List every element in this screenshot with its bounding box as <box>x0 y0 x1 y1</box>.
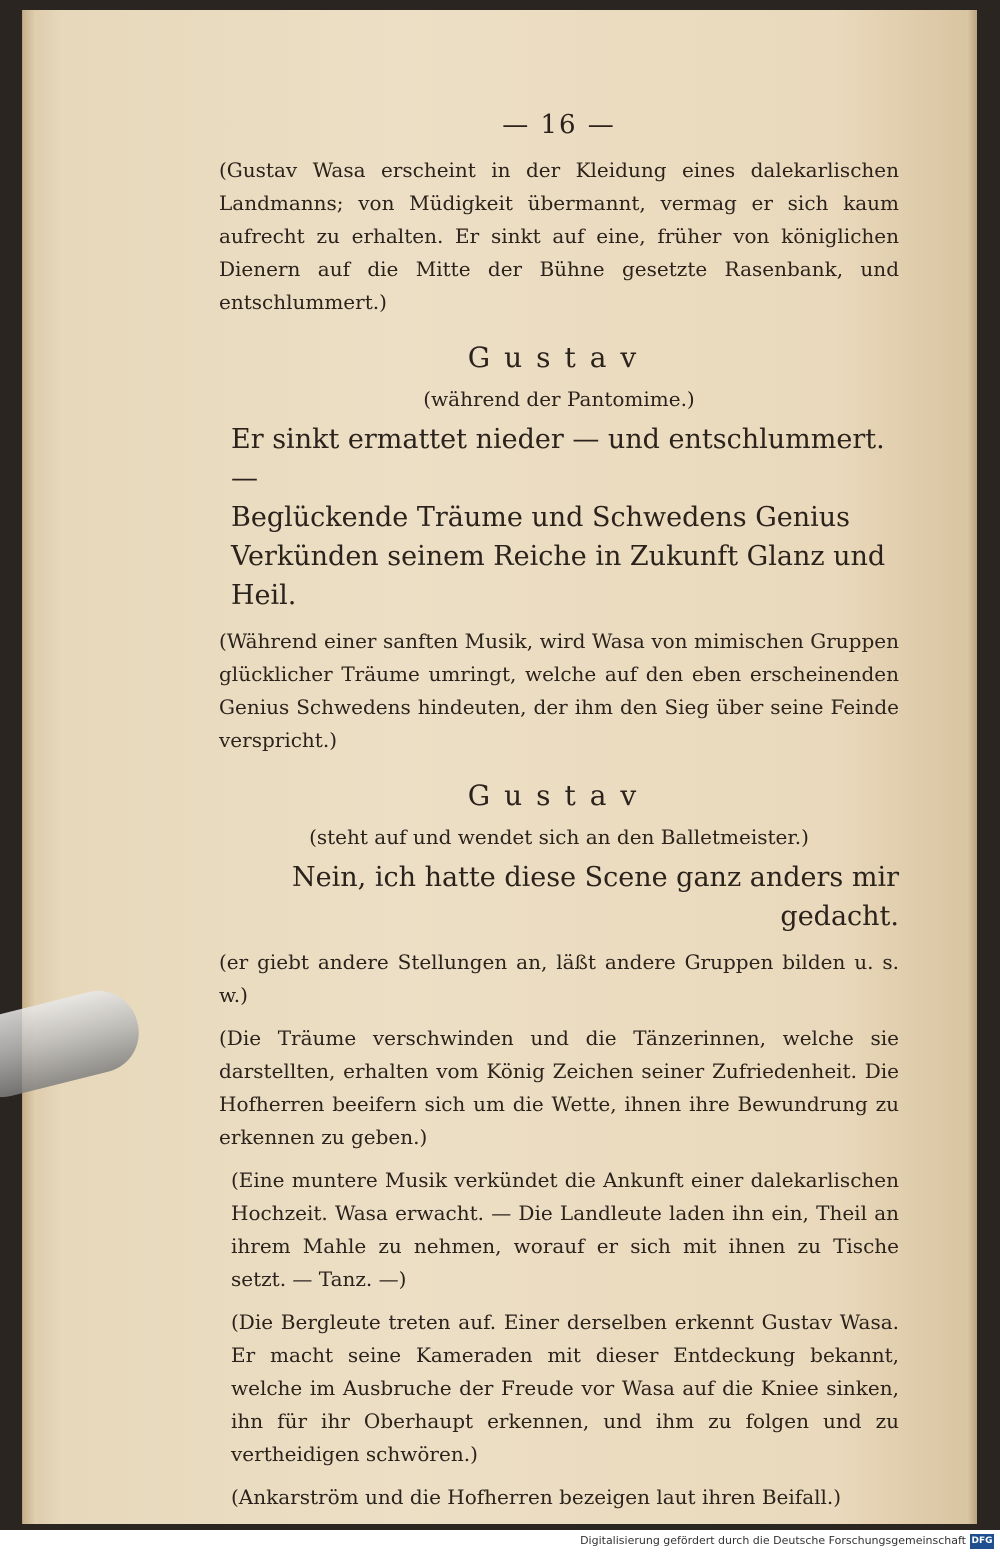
verse-line-1: Er sinkt ermattet nieder — und entschlummert. — <box>231 424 885 494</box>
dfg-logo: DFG <box>970 1534 994 1549</box>
book-page <box>22 10 977 1524</box>
stage-direction-7: (Ankarström und die Hofherren bezeigen laut ihren Beifall.) <box>231 1485 842 1509</box>
stage-direction-5: (Eine muntere Musik verkündet die Ankunft einer dalekarlischen Hochzeit. Wasa erwacht. — Die Landleute laden ihn ein, Theil an ihrem Mahle zu nehmen, worauf er sich mit ihnen zu Tische setzt. — Tanz. —) <box>231 1168 899 1291</box>
page-number: — 16 — <box>502 110 616 140</box>
page-right-edge <box>967 10 977 1524</box>
speaker-direction-1: (während der Pantomime.) <box>423 387 695 411</box>
dfg-credit-text: Digitalisierung gefördert durch die Deutsche Forschungsgemeinschaft <box>580 1534 966 1547</box>
stage-direction-3: (er giebt andere Stellungen an, läßt andere Gruppen bilden u. s. w.) <box>219 950 899 1007</box>
speaker-direction-2: (steht auf und wendet sich an den Balletmeister.) <box>309 825 809 849</box>
page-content <box>219 110 899 1514</box>
page-left-edge <box>23 10 37 1524</box>
digitization-footer <box>0 1530 1000 1554</box>
stage-direction-6: (Die Bergleute treten auf. Einer derselben erkennt Gustav Wasa. Er macht seine Kameraden mit dieser Entdeckung bekannt, welche im Ausbruche der Freude vor Wasa auf die Kniee sinken, ihn für ihr Oberhaupt erkennen, und ihm zu folgen und zu vertheidigen schwören.) <box>231 1310 899 1466</box>
stage-direction-1: (Gustav Wasa erscheint in der Kleidung eines dalekarlischen Landmanns; von Müdigkeit übermannt, vermag er sich kaum aufrecht zu erhalten. Er sinkt auf eine, früher von königlichen Dienern auf die Mitte der Bühne gesetzte Rasenbank, und entschlummert.) <box>219 158 899 314</box>
stage-direction-4: (Die Träume verschwinden und die Tänzerinnen, welche sie darstellten, erhalten vom König Zeichen seiner Zufriedenheit. Die Hofherren beeifern sich um die Wette, ihnen ihre Bewundrung zu erkennen zu geben.) <box>219 1026 899 1149</box>
speaker-name-1: Gustav <box>467 341 651 374</box>
verse-line-3: Verkünden seinem Reiche in Zukunft Glanz und Heil. <box>231 541 886 611</box>
verse-line-2: Beglückende Träume und Schwedens Genius <box>231 502 851 533</box>
speaker-name-2: Gustav <box>467 779 651 812</box>
stage-direction-2: (Während einer sanften Musik, wird Wasa von mimischen Gruppen glücklicher Träume umringt, welche auf den eben erscheinenden Genius Schwedens hindeuten, der ihm den Sieg über seine Feinde verspricht.) <box>219 629 899 752</box>
verse-line-4: Nein, ich hatte diese Scene ganz anders mir gedacht. <box>292 862 899 932</box>
